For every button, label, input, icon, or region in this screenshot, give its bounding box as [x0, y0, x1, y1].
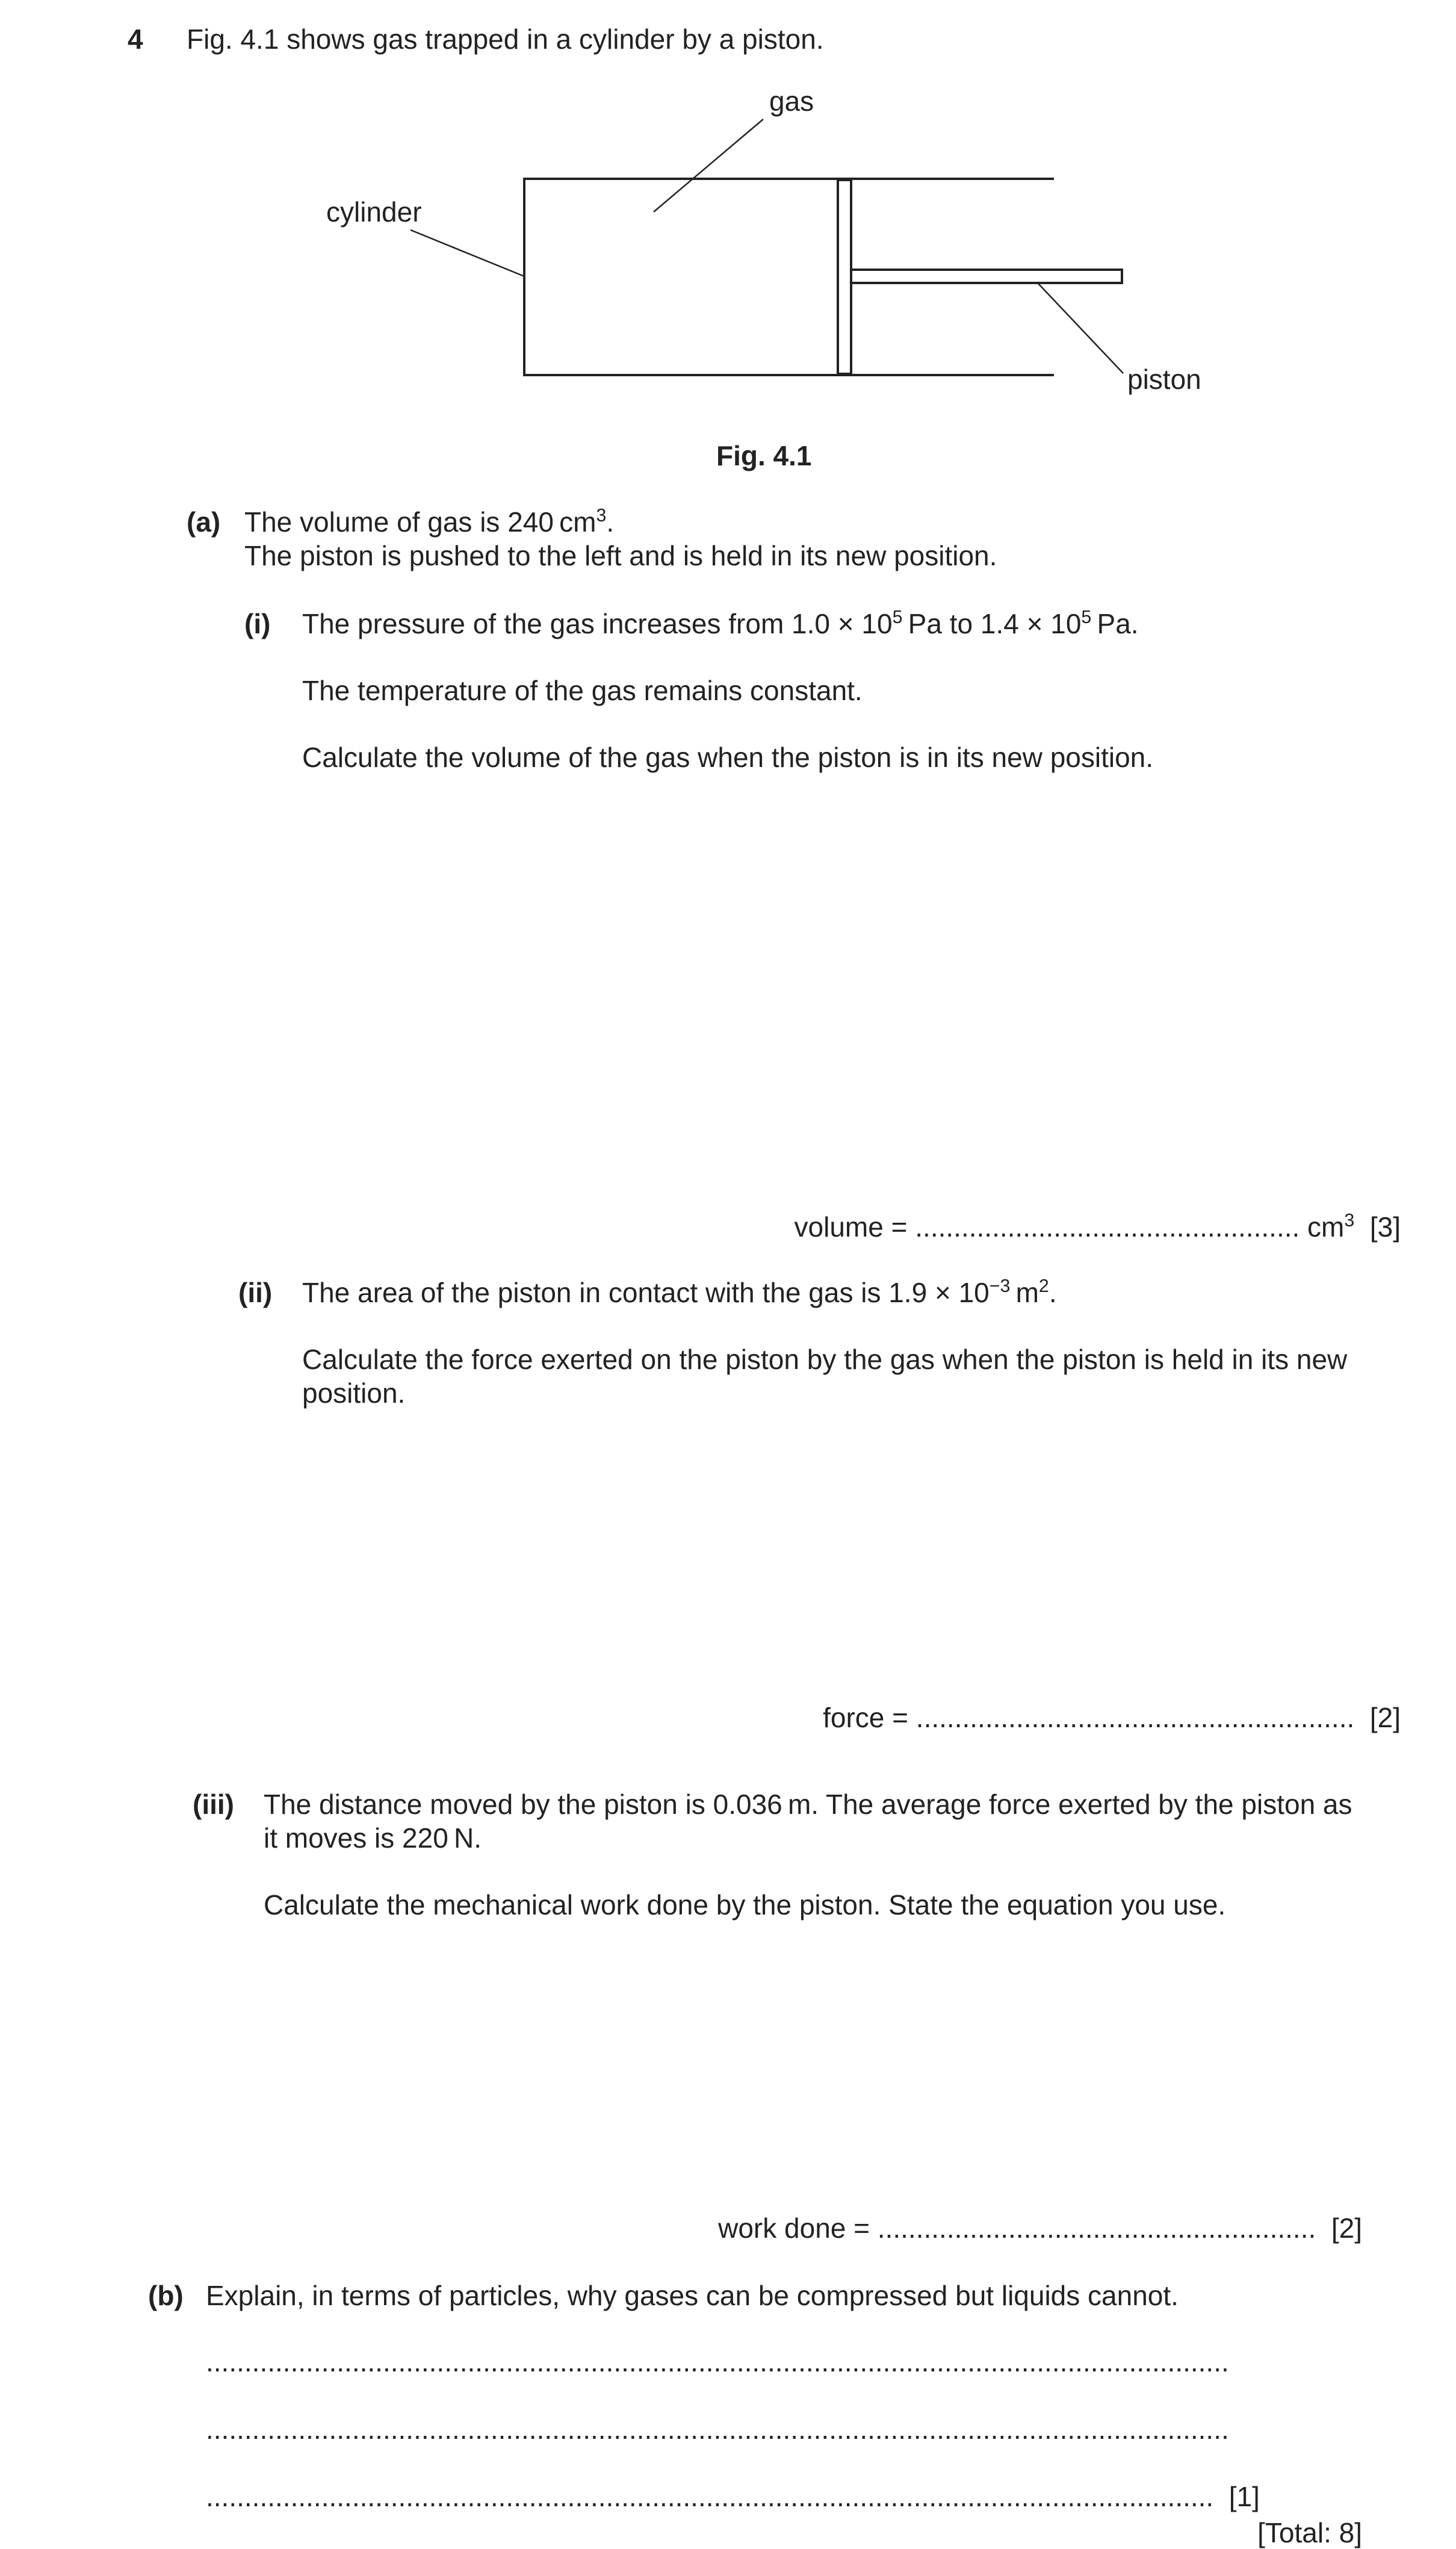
volume-answer-dots[interactable]: ..................................................	[915, 1211, 1300, 1243]
piston-head	[838, 180, 851, 374]
part-a-ii-area-text: The area of the piston in contact with the gas is $1.9 \times 10^{-3}$ $m^2$.	[302, 1276, 1057, 1308]
part-b-marks: [1]	[1228, 2481, 1260, 2512]
part-a-ii-calc-text-line2: position.	[302, 1377, 406, 1409]
piston-rod	[851, 270, 1122, 283]
part-a-i-temperature-text: The temperature of the gas remains constant.	[302, 675, 863, 706]
part-a-iii-text-line1: The distance moved by the piston is 0.036 m. The average force exerted by the piston as	[264, 1789, 1352, 1820]
part-a-iii-text-line2: it moves is 220 N.	[264, 1822, 482, 1854]
volume-answer-label: volume =	[794, 1211, 915, 1243]
question-intro: Fig. 4.1 shows gas trapped in a cylinder by a piston.	[187, 23, 824, 55]
part-b-answer-line-1[interactable]: .....................................................................................................................................	[206, 2346, 1229, 2377]
part-a-ii-label: (ii)	[238, 1277, 273, 1308]
work-answer-dots[interactable]: .........................................................	[877, 2212, 1316, 2244]
part-a-ii-calc-text-line1: Calculate the force exerted on the piston by the gas when the piston is held in its new	[302, 1344, 1348, 1375]
part-a-iii-label: (iii)	[193, 1789, 234, 1820]
force-marks: [2]	[1369, 1702, 1401, 1733]
part-b-answer-line-3-row[interactable]	[206, 2483, 1260, 2510]
part-b-text: Explain, in terms of particles, why gases can be compressed but liquids cannot.	[206, 2280, 1179, 2311]
part-b-label: (b)	[148, 2280, 184, 2311]
cylinder-outline	[524, 179, 1054, 375]
cylinder-leader-line	[410, 230, 524, 276]
part-a-label: (a)	[187, 506, 221, 538]
work-answer-line[interactable]	[718, 2214, 1362, 2242]
volume-answer-line[interactable]: volume = .................................................. $cm^3$ [3]	[794, 1211, 1401, 1243]
piston-leader-line	[1038, 283, 1123, 373]
part-a-volume-text: The volume of gas is 240 $cm^3$.	[244, 506, 615, 538]
work-answer-label: work done =	[718, 2212, 878, 2244]
part-a-iii-calc-text: Calculate the mechanical work done by the piston. State the equation you use.	[264, 1889, 1226, 1920]
part-b-answer-line-2[interactable]: .....................................................................................................................................	[206, 2414, 1229, 2445]
cylinder-label: cylinder	[326, 196, 422, 228]
gas-leader-line	[654, 119, 763, 212]
total-marks: [Total: 8]	[1257, 2517, 1362, 2548]
part-b-answer-line-3[interactable]: ...................................................................................................................................	[206, 2481, 1214, 2512]
figure-caption: Fig. 4.1	[716, 440, 812, 471]
part-a-i-calc-text: Calculate the volume of the gas when the piston is in its new position.	[302, 742, 1154, 773]
part-a-piston-text: The piston is pushed to the left and is held in its new position.	[244, 540, 997, 571]
figure-cylinder-piston	[301, 78, 1228, 415]
part-a-i-label: (i)	[244, 608, 271, 639]
force-answer-line[interactable]	[823, 1704, 1401, 1731]
part-a-i-pressure-text: The pressure of the gas increases from $1.0 \times 10^5$ Pa to $1.4 \times 10^5$ Pa.	[302, 607, 1139, 639]
piston-label: piston	[1127, 364, 1201, 395]
gas-label: gas	[769, 85, 814, 117]
force-answer-label: force =	[823, 1702, 916, 1733]
question-number: 4	[128, 23, 143, 55]
force-answer-dots[interactable]: .........................................................	[915, 1702, 1355, 1733]
work-marks: [2]	[1331, 2212, 1362, 2244]
volume-marks: [3]	[1369, 1211, 1401, 1243]
